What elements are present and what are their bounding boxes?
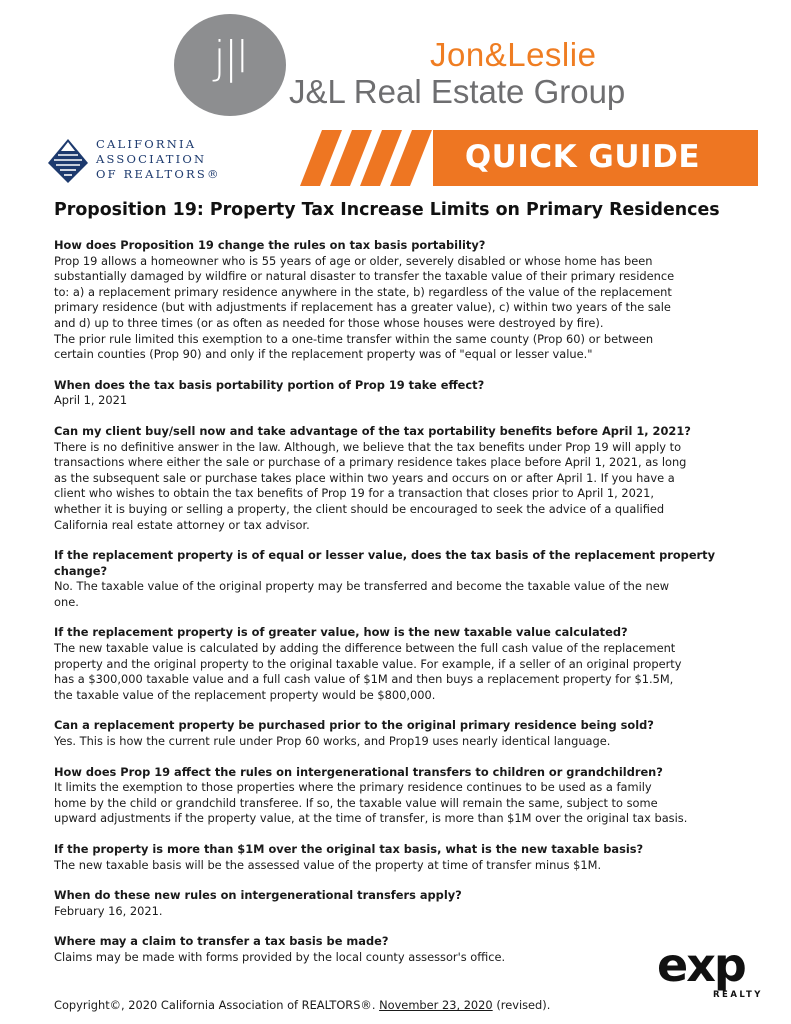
question: If the replacement property is of greater value, how is the new taxable value calculated? (54, 625, 628, 640)
copyright-text: Copyright©, 2020 California Association of REALTORS®. (54, 998, 376, 1012)
answer: February 16, 2021. (54, 903, 163, 918)
qa-item (54, 718, 744, 749)
quick-guide-label: QUICK GUIDE (464, 139, 700, 175)
answer: It limits the exemption to those properties where the primary residence continues to be used as a family home by the child or grandchild transferee. If so, the taxable value will remain the same, subject to some upward adjustments if the property value, at the time of transfer, is more than $1M over the original tax basis. (54, 780, 688, 826)
answer: Claims may be made with forms provided by the local county assessor's office. (54, 949, 506, 964)
qa-item (54, 424, 744, 533)
document-title: Proposition 19: Property Tax Increase Limits on Primary Residences (54, 200, 720, 220)
question: Can a replacement property be purchased prior to the original primary residence being sold? (54, 718, 654, 733)
answer: The new taxable basis will be the assessed value of the property at time of transfer minus $1M. (54, 857, 602, 872)
qa-item (54, 888, 744, 919)
qa-item (54, 765, 744, 827)
car-text (96, 137, 221, 182)
brand-group: J&L Real Estate Group (289, 73, 626, 110)
qa-list (54, 238, 744, 981)
answer: Yes. This is how the current rule under Prop 60 works, and Prop19 uses nearly identical language. (54, 734, 611, 749)
qa-item (54, 378, 744, 409)
answer: Prop 19 allows a homeowner who is 55 years of age or older, severely disabled or whose home has been substantially damaged by wildfire or natural disaster to transfer the taxable value of their primary residence to: a) a replacement primary residence anywhere in the state, b) regardless of the value of the replacement primary residence (but with adjustments if replacement has a greater value), c) within two years of the sale and d) up to three times (or as often as needed for those whose houses were destroyed by fire). The prior rule limited this exemption to a one-time transfer within the same county (Prop 60) or between certain counties (Prop 90) and only if the replacement property was of "equal or lesser value." (54, 253, 675, 362)
quick-guide-banner (433, 130, 758, 186)
answer: April 1, 2021 (54, 393, 128, 408)
car-line-1: CALIFORNIA (96, 137, 197, 151)
answer: There is no definitive answer in the law. Although, we believe that the tax benefits under Prop 19 will apply to transactions where either the sale or purchase of a primary residence takes place before April 1, 2021, as long as the subsequent sale or purchase takes place within two years and occurs on or after April 1. If you have a client who wishes to obtain the tax benefits of Prop 19 for a transaction that closes prior to April 1, 2021, whether it is buying or selling a property, the client should be encouraged to seek the advice of a qualified California real estate attorney or tax advisor. (54, 439, 687, 532)
question: Can my client buy/sell now and take advantage of the tax portability benefits before April 1, 2021? (54, 423, 691, 438)
footer (54, 998, 550, 1012)
exp-realty-logo (655, 938, 765, 1006)
question: Where may a claim to transfer a tax basis be made? (54, 934, 389, 949)
exp-word: exp (657, 938, 745, 992)
jl-logo (174, 14, 286, 116)
car-logo (44, 133, 254, 189)
answer: The new taxable value is calculated by adding the difference between the full cash value of the replacement property and the original property to the original taxable value. For example, if a seller of an original property has a $300,000 taxable value and a full cash value of $1M and then buys a replacement property for $1.5M, the taxable value of the replacement property would be $800,000. (54, 641, 682, 702)
qa-item (54, 548, 744, 610)
revision-date: November 23, 2020 (379, 998, 493, 1012)
question: When do these new rules on intergenerational transfers apply? (54, 888, 462, 903)
question: If the replacement property is of equal or lesser value, does the tax basis of the replacement property change? (54, 548, 716, 578)
revision-suffix: (revised). (496, 998, 551, 1012)
qa-item (54, 842, 744, 873)
qa-item (54, 625, 744, 703)
qa-item (54, 238, 744, 363)
brand-names: Jon&Leslie (430, 36, 597, 73)
question: When does the tax basis portability portion of Prop 19 take effect? (54, 377, 485, 392)
answer: No. The taxable value of the original property may be transferred and become the taxable value of the new one. (54, 579, 670, 609)
car-line-2: ASSOCIATION (96, 152, 207, 166)
exp-realty-label: REALTY (713, 990, 763, 1000)
question: How does Proposition 19 change the rules on tax basis portability? (54, 238, 486, 252)
jl-logo-mark: j|l (213, 32, 247, 83)
question: How does Prop 19 affect the rules on intergenerational transfers to children or grandchildren? (54, 764, 663, 779)
car-line-3: OF REALTORS® (96, 167, 221, 181)
car-emblem-icon (44, 133, 92, 187)
question: If the property is more than $1M over the original tax basis, what is the new taxable basis? (54, 842, 644, 856)
qa-item (54, 934, 744, 965)
